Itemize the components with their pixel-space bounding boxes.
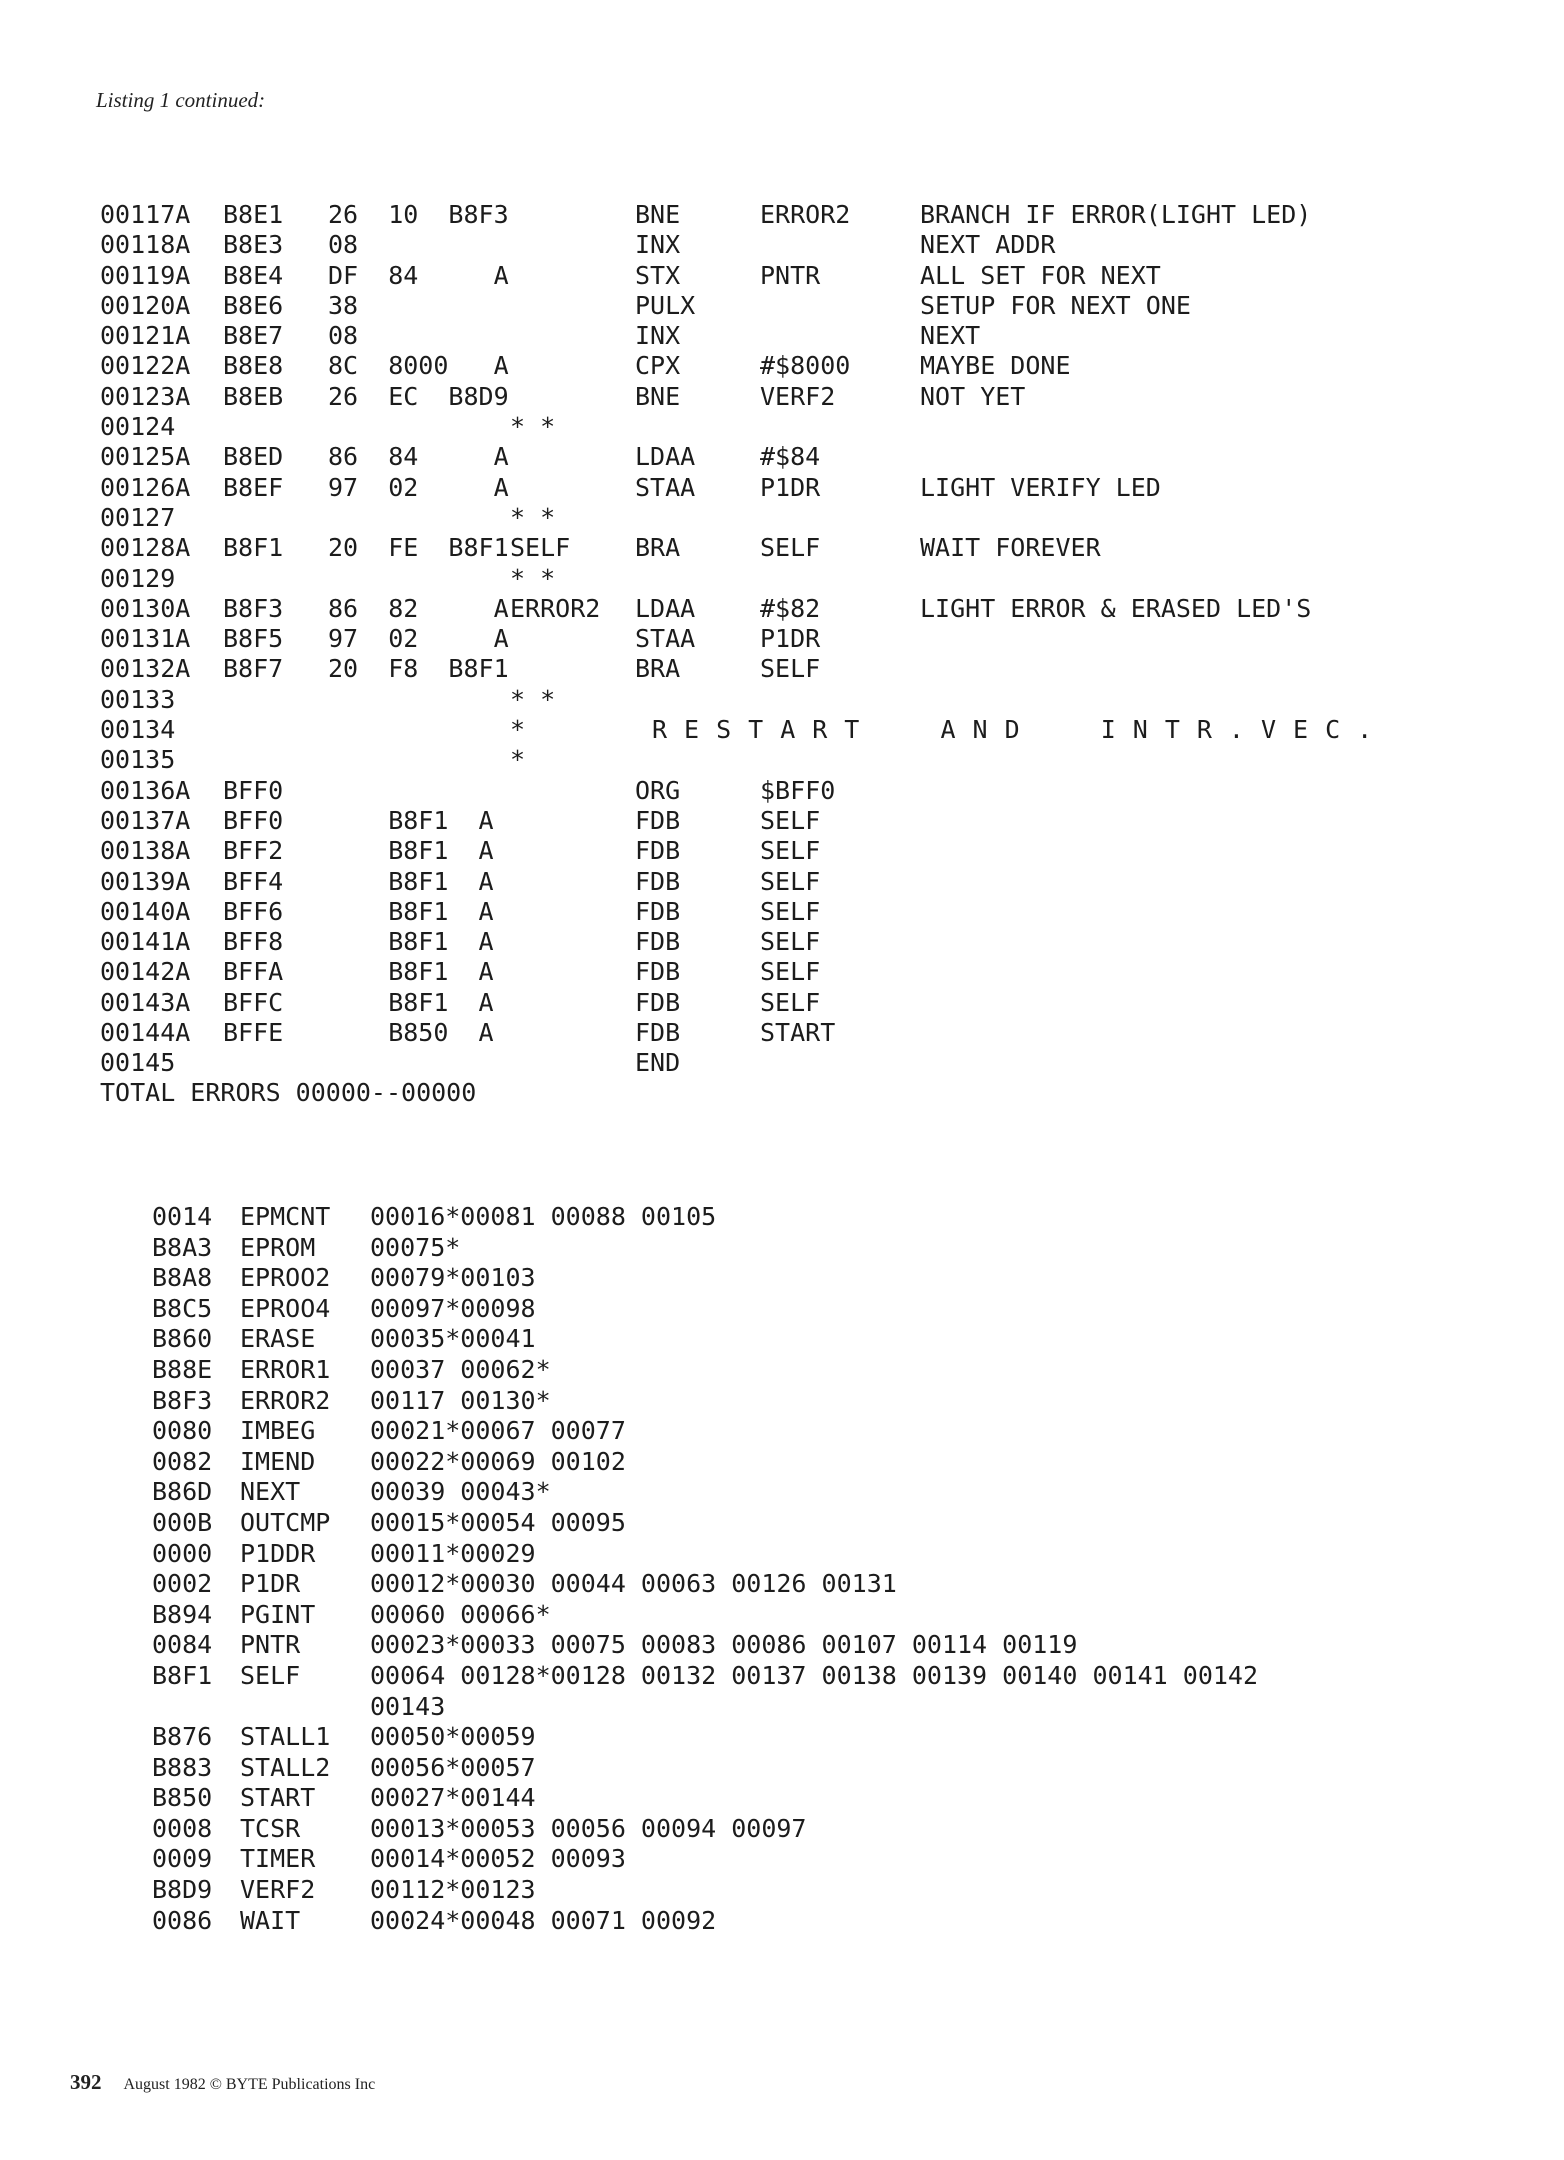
address: B8E3	[223, 230, 284, 260]
line-number: 00138A	[100, 836, 191, 866]
address: BFFC	[223, 987, 284, 1017]
xref-row	[152, 1783, 1532, 1814]
symbol-value: 0080	[152, 1416, 213, 1446]
symbol-references: 00112*00123	[370, 1875, 536, 1905]
symbol-value: B894	[152, 1599, 213, 1629]
address: B8ED	[223, 442, 284, 472]
listing-row	[100, 442, 1500, 472]
listing-row	[100, 200, 1500, 230]
symbol-value: B88E	[152, 1354, 213, 1384]
object-code: DF 84 A	[328, 260, 509, 290]
symbol-name: EPMCNT	[240, 1202, 331, 1231]
symbol-name: VERF2	[240, 1875, 316, 1905]
symbol-references: 00027*00144	[370, 1783, 536, 1813]
comment: BRANCH IF ERROR(LIGHT LED)	[920, 200, 1312, 229]
listing-row	[100, 897, 1500, 927]
address: BFF0	[223, 775, 284, 805]
comment: MAYBE DONE	[920, 351, 1071, 381]
page-footer	[70, 2070, 375, 2095]
address: B8E8	[223, 351, 284, 381]
operand: SELF	[760, 654, 821, 684]
symbol-references: 00056*00057	[370, 1752, 536, 1782]
symbol-references: 00064 00128*00128 00132 00137 00138 00139 00140 00141 00142 00143	[370, 1660, 1259, 1721]
operand: SELF	[760, 927, 821, 957]
comment: NEXT ADDR	[920, 230, 1056, 260]
object-code: 8C 8000 A	[328, 351, 509, 381]
line-number: 00135	[100, 745, 176, 775]
listing-row	[100, 957, 1500, 987]
symbol-references: 00079*00103	[370, 1263, 536, 1293]
operand: SELF	[760, 957, 821, 987]
label: * *	[510, 502, 556, 532]
address: B8F5	[223, 624, 284, 654]
label: * *	[510, 563, 556, 593]
opcode: CPX	[635, 351, 681, 381]
line-number: 00132A	[100, 654, 191, 684]
listing-row	[100, 685, 1500, 715]
symbol-name: IMBEG	[240, 1416, 316, 1446]
address: BFFA	[223, 957, 284, 987]
symbol-references: 00060 00066*	[370, 1599, 551, 1629]
listing-row	[100, 867, 1500, 897]
symbol-value: B883	[152, 1752, 213, 1782]
symbol-name: EPROM	[240, 1232, 316, 1262]
xref-row	[152, 1753, 1532, 1784]
line-number: 00121A	[100, 321, 191, 351]
symbol-name: PGINT	[240, 1599, 316, 1629]
line-number: 00130A	[100, 593, 191, 623]
object-code: B8F1 A	[328, 866, 494, 896]
symbol-name: WAIT	[240, 1905, 301, 1935]
symbol-name: ERASE	[240, 1324, 316, 1354]
line-number: 00118A	[100, 230, 191, 260]
xref-row	[152, 1814, 1532, 1845]
symbol-value: 0000	[152, 1538, 213, 1568]
comment: LIGHT VERIFY LED	[920, 472, 1161, 502]
label: *	[510, 715, 526, 745]
address: BFF4	[223, 866, 284, 896]
symbol-value: 0086	[152, 1905, 213, 1935]
label: * *	[510, 412, 556, 442]
listing-row	[100, 564, 1500, 594]
listing-row	[100, 776, 1500, 806]
symbol-references: 00024*00048 00071 00092	[370, 1905, 717, 1935]
line-number: 00122A	[100, 351, 191, 381]
label: SELF	[510, 533, 571, 563]
object-code: B8F1 A	[328, 896, 494, 926]
listing-row	[100, 836, 1500, 866]
operand: ERROR2	[760, 200, 851, 229]
object-code: B850 A	[328, 1018, 494, 1048]
object-code: 97 02 A	[328, 624, 509, 654]
opcode: FDB	[635, 805, 681, 835]
opcode: INX	[635, 321, 681, 351]
symbol-name: TIMER	[240, 1844, 316, 1874]
listing-row	[100, 351, 1500, 381]
line-number: 00142A	[100, 957, 191, 987]
address: B8E1	[223, 200, 284, 229]
address: B8E4	[223, 260, 284, 290]
comment: LIGHT ERROR & ERASED LED'S	[920, 593, 1312, 623]
operand: SELF	[760, 987, 821, 1017]
opcode: FDB	[635, 866, 681, 896]
symbol-references: 00016*00081 00088 00105	[370, 1202, 717, 1231]
xref-row	[152, 1202, 1532, 1233]
opcode: BNE	[635, 200, 681, 229]
listing-row	[100, 230, 1500, 260]
opcode: FDB	[635, 896, 681, 926]
line-number: 00143A	[100, 987, 191, 1017]
symbol-value: B8D9	[152, 1875, 213, 1905]
comment: NEXT	[920, 321, 981, 351]
address: BFF8	[223, 927, 284, 957]
listing-row	[100, 503, 1500, 533]
operand: #$82	[760, 593, 821, 623]
symbol-value: 0014	[152, 1202, 213, 1231]
opcode: BRA	[635, 533, 681, 563]
opcode: LDAA	[635, 442, 696, 472]
section-title: RESTART AND INTR.VEC.	[652, 715, 1390, 745]
symbol-value: B876	[152, 1722, 213, 1752]
assembly-listing	[100, 200, 1500, 1079]
address: B8EF	[223, 472, 284, 502]
listing-row	[100, 473, 1500, 503]
opcode: FDB	[635, 927, 681, 957]
object-code: B8F1 A	[328, 927, 494, 957]
listing-row	[100, 1048, 1500, 1078]
operand: SELF	[760, 533, 821, 563]
operand: SELF	[760, 805, 821, 835]
xref-row	[152, 1661, 1532, 1722]
line-number: 00117A	[100, 200, 191, 229]
line-number: 00127	[100, 502, 176, 532]
address: BFFE	[223, 1018, 284, 1048]
symbol-references: 00013*00053 00056 00094 00097	[370, 1813, 807, 1843]
address: B8F7	[223, 654, 284, 684]
line-number: 00119A	[100, 260, 191, 290]
symbol-value: B8F1	[152, 1660, 213, 1690]
symbol-references: 00039 00043*	[370, 1477, 551, 1507]
comment: NOT YET	[920, 381, 1026, 411]
symbol-value: 0002	[152, 1569, 213, 1599]
symbol-name: SELF	[240, 1660, 301, 1690]
object-code: 20 FE B8F1	[328, 533, 509, 563]
line-number: 00136A	[100, 775, 191, 805]
opcode: END	[635, 1048, 681, 1078]
symbol-references: 00035*00041	[370, 1324, 536, 1354]
operand: $BFF0	[760, 775, 836, 805]
symbol-name: ERROR2	[240, 1385, 331, 1415]
object-code: 08	[328, 230, 359, 260]
symbol-value: B8C5	[152, 1293, 213, 1323]
symbol-references: 00097*00098	[370, 1293, 536, 1323]
listing-row	[100, 624, 1500, 654]
symbol-value: 0082	[152, 1446, 213, 1476]
symbol-references: 00011*00029	[370, 1538, 536, 1568]
symbol-name: STALL1	[240, 1722, 331, 1752]
listing-row	[100, 382, 1500, 412]
line-number: 00124	[100, 412, 176, 442]
symbol-references: 00014*00052 00093	[370, 1844, 626, 1874]
symbol-value: B850	[152, 1783, 213, 1813]
opcode: BRA	[635, 654, 681, 684]
address: BFF0	[223, 805, 284, 835]
symbol-references: 00117 00130*	[370, 1385, 551, 1415]
symbol-references: 00012*00030 00044 00063 00126 00131	[370, 1569, 897, 1599]
object-code: 26 10 B8F3	[328, 200, 509, 229]
operand: P1DR	[760, 624, 821, 654]
address: BFF6	[223, 896, 284, 926]
opcode: INX	[635, 230, 681, 260]
operand: PNTR	[760, 260, 821, 290]
operand: #$8000	[760, 351, 851, 381]
symbol-references: 00050*00059	[370, 1722, 536, 1752]
operand: START	[760, 1018, 836, 1048]
symbol-references: 00021*00067 00077	[370, 1416, 626, 1446]
opcode: FDB	[635, 987, 681, 1017]
xref-row	[152, 1263, 1532, 1294]
symbol-references: 00022*00069 00102	[370, 1446, 626, 1476]
operand: SELF	[760, 836, 821, 866]
symbol-name: IMEND	[240, 1446, 316, 1476]
symbol-value: B8A3	[152, 1232, 213, 1262]
xref-row	[152, 1386, 1532, 1417]
symbol-references: 00037 00062*	[370, 1354, 551, 1384]
line-number: 00128A	[100, 533, 191, 563]
xref-row	[152, 1875, 1532, 1906]
listing-row	[100, 715, 1500, 745]
xref-row	[152, 1324, 1532, 1355]
opcode: ORG	[635, 775, 681, 805]
line-number: 00125A	[100, 442, 191, 472]
operand: P1DR	[760, 472, 821, 502]
listing-row	[100, 745, 1500, 775]
xref-row	[152, 1906, 1532, 1937]
symbol-value: B8F3	[152, 1385, 213, 1415]
opcode: LDAA	[635, 593, 696, 623]
object-code: 38	[328, 290, 359, 320]
cross-reference-table	[152, 1202, 1532, 1936]
address: B8E6	[223, 290, 284, 320]
listing-row	[100, 654, 1500, 684]
comment: WAIT FOREVER	[920, 533, 1101, 563]
address: B8E7	[223, 321, 284, 351]
line-number: 00134	[100, 715, 176, 745]
symbol-references: 00023*00033 00075 00083 00086 00107 00114 00119	[370, 1630, 1078, 1660]
opcode: BNE	[635, 381, 681, 411]
xref-row	[152, 1600, 1532, 1631]
operand: SELF	[760, 896, 821, 926]
symbol-name: TCSR	[240, 1813, 301, 1843]
symbol-name: ERROR1	[240, 1354, 331, 1384]
xref-row	[152, 1416, 1532, 1447]
object-code: 86 82 A	[328, 593, 509, 623]
listing-row	[100, 291, 1500, 321]
xref-row	[152, 1508, 1532, 1539]
label: ERROR2	[510, 593, 601, 623]
opcode: FDB	[635, 957, 681, 987]
symbol-value: 0084	[152, 1630, 213, 1660]
object-code: 20 F8 B8F1	[328, 654, 509, 684]
listing-row	[100, 321, 1500, 351]
symbol-name: P1DR	[240, 1569, 301, 1599]
symbol-value: 000B	[152, 1507, 213, 1537]
address: BFF2	[223, 836, 284, 866]
opcode: STAA	[635, 472, 696, 502]
line-number: 00145	[100, 1048, 176, 1078]
xref-row	[152, 1569, 1532, 1600]
opcode: PULX	[635, 290, 696, 320]
page-number: 392	[70, 2070, 102, 2094]
object-code: B8F1 A	[328, 957, 494, 987]
symbol-name: PNTR	[240, 1630, 301, 1660]
object-code: 08	[328, 321, 359, 351]
object-code: B8F1 A	[328, 987, 494, 1017]
operand: SELF	[760, 866, 821, 896]
listing-row	[100, 806, 1500, 836]
listing-row	[100, 1018, 1500, 1048]
opcode: FDB	[635, 836, 681, 866]
symbol-name: STALL2	[240, 1752, 331, 1782]
listing-row	[100, 533, 1500, 563]
symbol-value: B86D	[152, 1477, 213, 1507]
symbol-value: 0009	[152, 1844, 213, 1874]
symbol-name: OUTCMP	[240, 1507, 331, 1537]
label: *	[510, 745, 526, 775]
listing-caption: Listing 1 continued:	[96, 88, 266, 112]
listing-row	[100, 927, 1500, 957]
listing-row	[100, 594, 1500, 624]
symbol-references: 00075*	[370, 1232, 461, 1262]
symbol-name: EPROO2	[240, 1263, 331, 1293]
listing-row	[100, 412, 1500, 442]
line-number: 00120A	[100, 290, 191, 320]
address: B8EB	[223, 381, 284, 411]
xref-row	[152, 1294, 1532, 1325]
line-number: 00141A	[100, 927, 191, 957]
opcode: FDB	[635, 1018, 681, 1048]
opcode: STAA	[635, 624, 696, 654]
symbol-references: 00015*00054 00095	[370, 1507, 626, 1537]
xref-row	[152, 1477, 1532, 1508]
line-number: 00126A	[100, 472, 191, 502]
line-number: 00131A	[100, 624, 191, 654]
line-number: 00133	[100, 684, 176, 714]
comment: ALL SET FOR NEXT	[920, 260, 1161, 290]
object-code: 86 84 A	[328, 442, 509, 472]
comment: SETUP FOR NEXT ONE	[920, 290, 1191, 320]
symbol-value: B860	[152, 1324, 213, 1354]
object-code: 26 EC B8D9	[328, 381, 509, 411]
symbol-name: EPROO4	[240, 1293, 331, 1323]
xref-row	[152, 1355, 1532, 1386]
opcode: STX	[635, 260, 681, 290]
symbol-name: P1DDR	[240, 1538, 316, 1568]
object-code: 97 02 A	[328, 472, 509, 502]
object-code: B8F1 A	[328, 836, 494, 866]
line-number: 00137A	[100, 805, 191, 835]
footer-credit: August 1982 © BYTE Publications Inc	[123, 2076, 376, 2093]
symbol-value: 0008	[152, 1813, 213, 1843]
xref-row	[152, 1233, 1532, 1264]
xref-row	[152, 1630, 1532, 1661]
symbol-value: B8A8	[152, 1263, 213, 1293]
label: * *	[510, 684, 556, 714]
operand: #$84	[760, 442, 821, 472]
listing-row	[100, 988, 1500, 1018]
address: B8F3	[223, 593, 284, 623]
symbol-name: NEXT	[240, 1477, 301, 1507]
line-number: 00144A	[100, 1018, 191, 1048]
line-number: 00139A	[100, 866, 191, 896]
object-code: B8F1 A	[328, 805, 494, 835]
address: B8F1	[223, 533, 284, 563]
line-number: 00123A	[100, 381, 191, 411]
line-number: 00140A	[100, 896, 191, 926]
listing-row	[100, 261, 1500, 291]
xref-row	[152, 1844, 1532, 1875]
xref-row	[152, 1447, 1532, 1478]
line-number: 00129	[100, 563, 176, 593]
operand: VERF2	[760, 381, 836, 411]
xref-row	[152, 1539, 1532, 1570]
xref-row	[152, 1722, 1532, 1753]
total-errors: TOTAL ERRORS 00000--00000	[100, 1078, 477, 1107]
symbol-name: START	[240, 1783, 316, 1813]
